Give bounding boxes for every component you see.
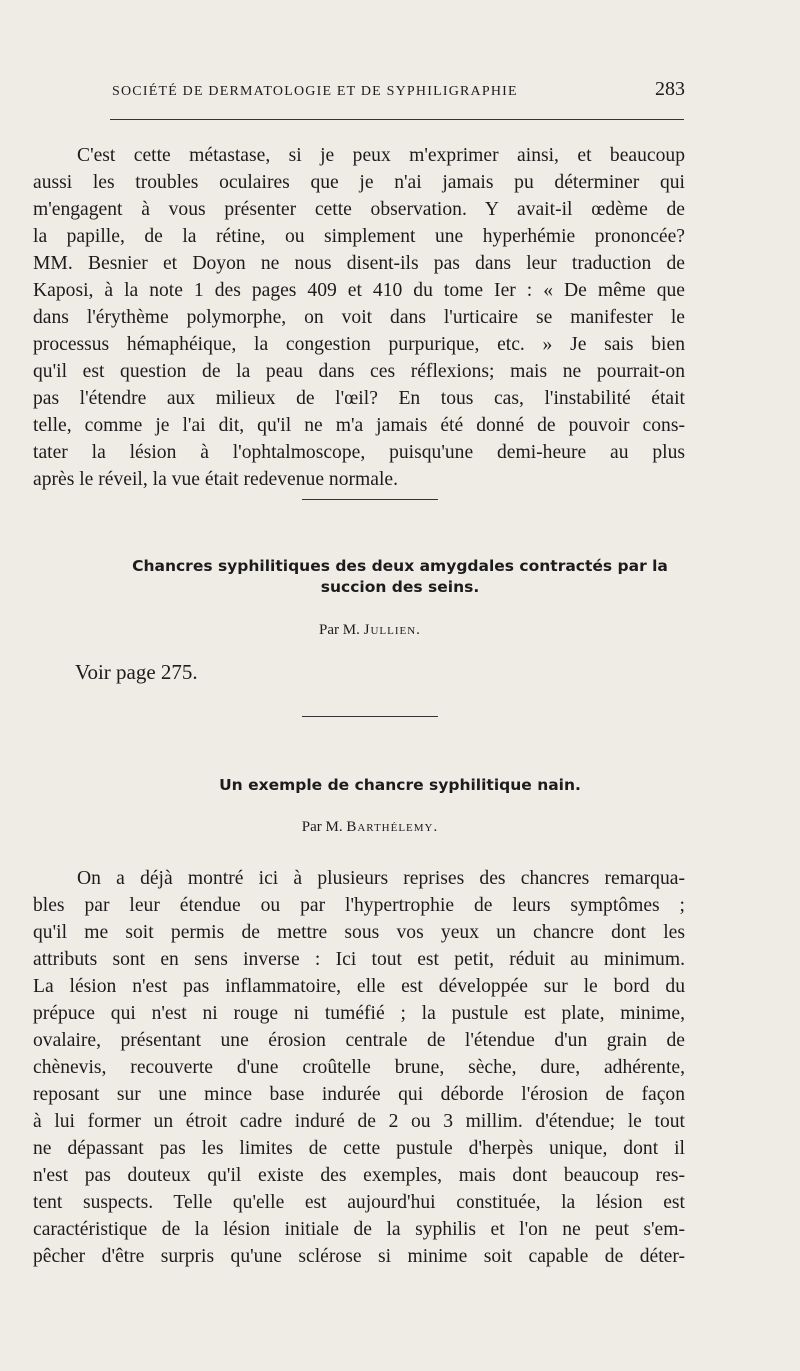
header-rule (110, 119, 684, 120)
byline (100, 819, 640, 836)
running-head (112, 78, 685, 100)
text-line: La lésion n'est pas inflammatoire, elle est développée sur le bord du (33, 976, 685, 997)
section-divider (302, 716, 438, 717)
text-line: n'est pas douteux qu'il existe des exemples, mais dont beaucoup res- (33, 1165, 685, 1186)
text-line: reposant sur une mince base indurée qui déborde l'érosion de façon (33, 1084, 685, 1105)
text-line: dans l'érythème polymorphe, on voit dans l'urticaire se manifester le (33, 307, 685, 328)
text-line: ovalaire, présentant une érosion centrale de l'étendue d'un grain de (33, 1030, 685, 1051)
text-line: ne dépassant pas les limites de cette pustule d'herpès unique, dont il (33, 1138, 685, 1159)
byline-prefix: Par M. (319, 622, 360, 638)
author-name: Jullien. (363, 622, 421, 638)
text-line: C'est cette métastase, si je peux m'exprimer ainsi, et beaucoup (77, 145, 685, 166)
text-line: Kaposi, à la note 1 des pages 409 et 410 du tome Ier : « De même que (33, 280, 685, 301)
intro-paragraph (33, 142, 685, 493)
text-line: chènevis, recouverte d'une croûtelle brune, sèche, dure, adhérente, (33, 1057, 685, 1078)
byline-prefix: Par M. (301, 819, 343, 835)
text-line: à lui former un étroit cadre induré de 2 ou 3 millim. d'étendue; le tout (33, 1111, 685, 1132)
text-line: processus hémaphéique, la congestion purpurique, etc. » Je sais bien (33, 334, 685, 355)
text-line: après le réveil, la vue était redevenue normale. (33, 469, 399, 490)
text-line: caractéristique de la lésion initiale de la syphilis et l'on ne peut s'em- (33, 1219, 685, 1240)
text-line: prépuce qui n'est ni rouge ni tuméfié ; la pustule est plate, minime, (33, 1003, 685, 1024)
section-divider (302, 499, 438, 500)
text-line: tent suspects. Telle qu'elle est aujourd'hui constituée, la lésion est (33, 1192, 685, 1213)
text-line: attributs sont en sens inverse : Ici tout est petit, réduit au minimum. (33, 949, 685, 970)
article-title (100, 556, 700, 598)
text-line: bles par leur étendue ou par l'hypertrophie de leurs symptômes ; (33, 895, 685, 916)
article-title-line: succion des seins. (320, 578, 480, 596)
text-line: telle, comme je l'ai dit, qu'il ne m'a jamais été donné de pouvoir cons- (33, 415, 685, 436)
article-paragraph (33, 865, 685, 1270)
page-reference: Voir page 275. (75, 660, 198, 684)
text-line: tater la lésion à l'ophtalmoscope, puisqu'une demi-heure au plus (33, 442, 685, 463)
article-title-line: Chancres syphilitiques des deux amygdales contractés par la (132, 557, 668, 575)
text-line: qu'il est question de la peau dans ces réflexions; mais ne pourrait-on (33, 361, 685, 382)
text-line: MM. Besnier et Doyon ne nous disent-ils pas dans leur traduction de (33, 253, 685, 274)
text-line: m'engagent à vous présenter cette observation. Y avait-il œdème de (33, 199, 685, 220)
text-line: On a déjà montré ici à plusieurs reprises des chancres remarqua- (77, 868, 685, 889)
byline (100, 622, 640, 639)
running-head-title: SOCIÉTÉ DE DERMATOLOGIE ET DE SYPHILIGRAPHIE (112, 84, 518, 99)
text-line: aussi les troubles oculaires que je n'ai jamais pu déterminer qui (33, 172, 685, 193)
text-line: la papille, de la rétine, ou simplement une hyperhémie prononcée? (33, 226, 685, 247)
text-line: pas l'étendre aux milieux de l'œil? En tous cas, l'instabilité était (33, 388, 685, 409)
article-title: Un exemple de chancre syphilitique nain. (219, 776, 581, 794)
text-line: qu'il me soit permis de mettre sous vos yeux un chancre dont les (33, 922, 685, 943)
text-line: pêcher d'être surpris qu'une sclérose si minime soit capable de déter- (33, 1246, 685, 1267)
author-name: Barthélemy. (346, 819, 439, 835)
page-number: 283 (655, 78, 685, 100)
